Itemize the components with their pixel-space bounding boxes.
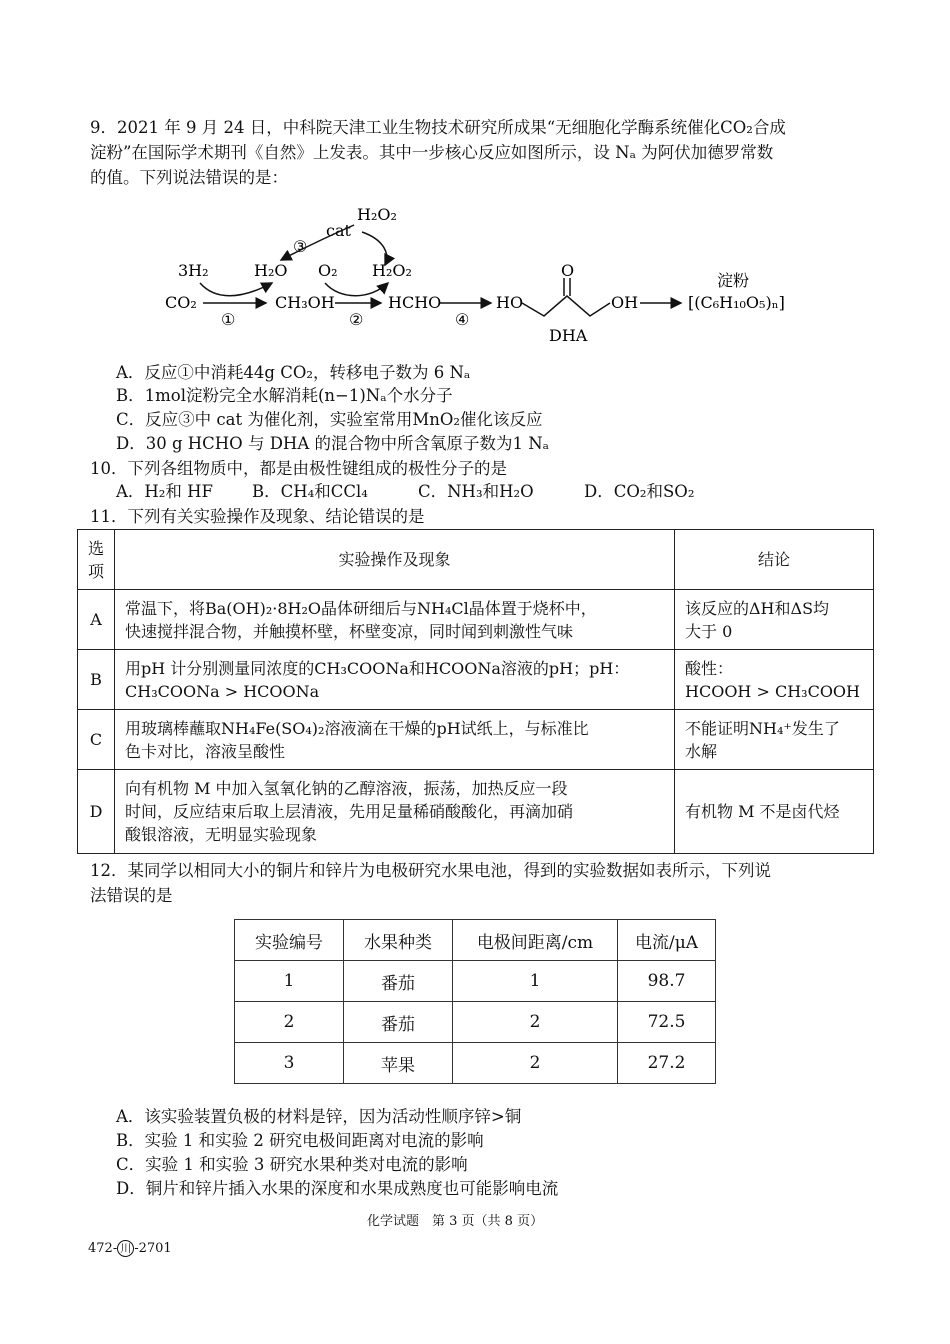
dha-label: DHA xyxy=(549,326,588,345)
h2-label: 3H₂ xyxy=(178,261,209,280)
co2-label: CO₂ xyxy=(165,293,197,312)
table-row xyxy=(78,710,874,770)
q12-stem-line-1: 12．某同学以相同大小的铜片和锌片为电极研究水果电池，得到的实验数据如表所示，下列说 xyxy=(90,861,771,880)
row-operation: 向有机物 M 中加入氢氧化钠的乙醇溶液，振荡，加热反应一段 时间，反应结束后取上层清液，先用足量稀硝酸酸化，再滴加硝 酸银溶液，无明显实验现象 xyxy=(115,770,675,854)
cell: 番茄 xyxy=(344,1002,453,1043)
ho-label: HO xyxy=(496,293,524,312)
q9-option-a: A．反应①中消耗44g CO₂，转移电子数为 6 Nₐ xyxy=(116,363,471,382)
header-cell: 水果种类 xyxy=(344,920,453,961)
hcho-label: HCHO xyxy=(388,293,442,312)
header-operation: 实验操作及现象 xyxy=(115,530,675,590)
q9-stem-line-2: 淀粉”在国际学术期刊《自然》上发表。其中一步核心反应如图所示，设 Nₐ 为阿伏加德罗常数 xyxy=(90,143,774,162)
arrow-step-3-loop xyxy=(362,232,387,265)
row-option: D xyxy=(78,770,115,854)
step-1-label: ① xyxy=(221,310,236,329)
exam-code: 472- 川 -2701 xyxy=(88,1241,172,1256)
row-conclusion: 该反应的ΔH和ΔS均 大于 0 xyxy=(675,590,874,650)
header-conclusion: 结论 xyxy=(675,530,874,590)
cell: 番茄 xyxy=(344,961,453,1002)
row-option: C xyxy=(78,710,115,770)
q10-option-d: D．CO₂和SO₂ xyxy=(584,482,695,501)
step-4-label: ④ xyxy=(455,310,470,329)
row-conclusion: 有机物 M 不是卤代烃 xyxy=(675,770,874,854)
q12-option-c: C．实验 1 和实验 3 研究水果种类对电流的影响 xyxy=(116,1155,468,1174)
cat-label: cat xyxy=(326,221,351,240)
q11-stem: 11．下列有关实验操作及现象、结论错误的是 xyxy=(90,507,425,526)
table-header-row xyxy=(235,920,716,961)
header-cell: 电流/μA xyxy=(618,920,716,961)
arrow-step-1 xyxy=(200,283,272,296)
q12-stem-line-2: 法错误的是 xyxy=(90,886,173,905)
table-row xyxy=(78,650,874,710)
row-option: B xyxy=(78,650,115,710)
q9-stem-line-1: 9．2021 年 9 月 24 日，中科院天津工业生物技术研究所成果“无细胞化学酶系统催化CO₂合成 xyxy=(90,118,786,137)
q9-stem-line-3: 的值。下列说法错误的是： xyxy=(90,168,288,187)
header-cell: 电极间距离/cm xyxy=(453,920,618,961)
q12-option-b: B．实验 1 和实验 2 研究电极间距离对电流的影响 xyxy=(116,1131,484,1150)
h2o2-product-label: H₂O₂ xyxy=(372,261,412,280)
q12-option-d: D．铜片和锌片插入水果的深度和水果成熟度也可能影响电流 xyxy=(116,1179,559,1198)
q12-option-a: A．该实验装置负极的材料是锌，因为活动性顺序锌>铜 xyxy=(116,1107,522,1126)
carbonyl-o-label: O xyxy=(561,261,575,280)
page-footer: 化学试题 第 3 页（共 8 页） xyxy=(367,1214,544,1229)
cell: 3 xyxy=(235,1043,344,1084)
arrow-step-3 xyxy=(281,225,354,260)
cell: 苹果 xyxy=(344,1043,453,1084)
oh-label: OH xyxy=(611,293,639,312)
q11-table xyxy=(77,529,874,854)
cell: 1 xyxy=(235,961,344,1002)
cell: 98.7 xyxy=(618,961,716,1002)
dha-skeleton xyxy=(522,296,610,316)
row-option: A xyxy=(78,590,115,650)
q9-option-b: B．1mol淀粉完全水解消耗(n−1)Nₐ个水分子 xyxy=(116,386,453,405)
cell: 2 xyxy=(235,1002,344,1043)
cell: 72.5 xyxy=(618,1002,716,1043)
cell: 2 xyxy=(453,1043,618,1084)
header-option: 选项 xyxy=(78,530,115,590)
step-2-label: ② xyxy=(349,310,364,329)
h2o-product-label: H₂O xyxy=(254,261,288,280)
starch-formula: [(C₆H₁₀O₅)ₙ] xyxy=(688,293,785,312)
ch3oh-label: CH₃OH xyxy=(275,293,335,312)
q10-option-a: A．H₂和 HF xyxy=(116,482,214,501)
q10-option-b: B．CH₄和CCl₄ xyxy=(252,482,368,501)
q10-stem: 10．下列各组物质中，都是由极性键组成的极性分子的是 xyxy=(90,459,507,478)
row-operation: 用pH 计分别测量同浓度的CH₃COONa和HCOONa溶液的pH；pH： CH₃COONa > HCOONa xyxy=(115,650,675,710)
header-cell: 实验编号 xyxy=(235,920,344,961)
table-header-row xyxy=(78,530,874,590)
row-conclusion: 不能证明NH₄⁺发生了 水解 xyxy=(675,710,874,770)
q9-option-d: D．30 g HCHO 与 DHA 的混合物中所含氧原子数为1 Nₐ xyxy=(116,434,550,453)
q9-option-c: C．反应③中 cat 为催化剂，实验室常用MnO₂催化该反应 xyxy=(116,410,543,429)
cell: 1 xyxy=(453,961,618,1002)
o2-label: O₂ xyxy=(318,261,338,280)
cell: 27.2 xyxy=(618,1043,716,1084)
row-operation: 用玻璃棒蘸取NH₄Fe(SO₄)₂溶液滴在干燥的pH试纸上，与标准比 色卡对比，溶液呈酸性 xyxy=(115,710,675,770)
table-row xyxy=(78,590,874,650)
h2o2-top-label: H₂O₂ xyxy=(357,205,397,224)
cell: 2 xyxy=(453,1002,618,1043)
table-row xyxy=(235,1002,716,1043)
starch-label: 淀粉 xyxy=(717,271,750,290)
step-3-label: ③ xyxy=(293,237,308,256)
q12-table xyxy=(234,919,716,1084)
row-operation: 常温下，将Ba(OH)₂·8H₂O晶体研细后与NH₄Cl晶体置于烧杯中， 快速搅拌混合物，并触摸杯壁，杯壁变凉，同时闻到刺激性气味 xyxy=(115,590,675,650)
table-row xyxy=(235,961,716,1002)
row-conclusion: 酸性： HCOOH > CH₃COOH xyxy=(675,650,874,710)
table-row xyxy=(78,770,874,854)
table-row xyxy=(235,1043,716,1084)
arrow-step-2 xyxy=(325,283,388,296)
q10-option-c: C．NH₃和H₂O xyxy=(418,482,534,501)
